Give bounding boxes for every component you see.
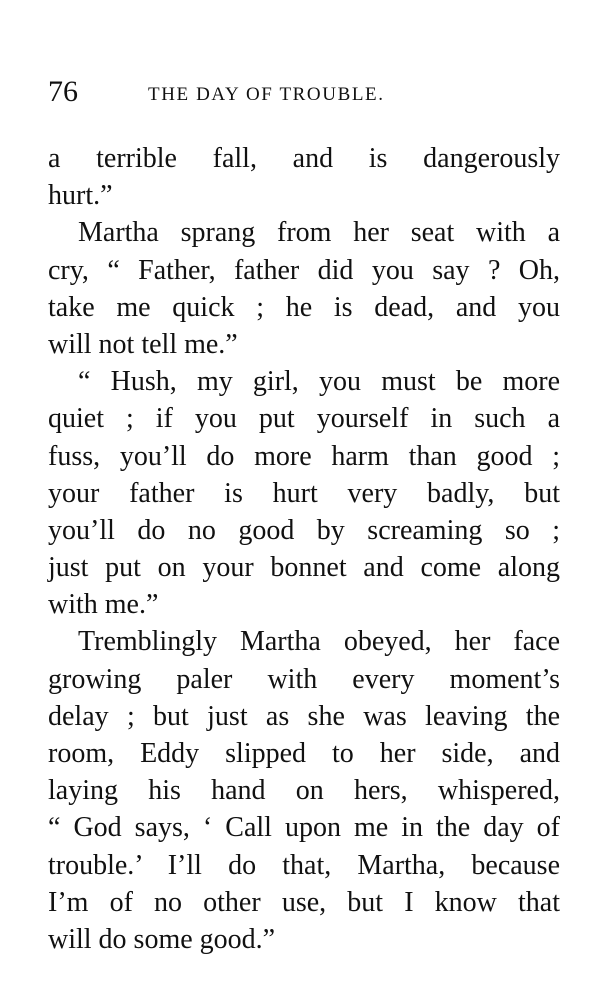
page-number: 76 bbox=[48, 75, 78, 108]
text-line: will not tell me.” bbox=[48, 328, 238, 360]
text-line: fuss, you’ll do more harm than good ; bbox=[48, 440, 560, 472]
text-line: your father is hurt very badly, but bbox=[48, 477, 560, 509]
text-line: I’m of no other use, but I know that bbox=[48, 886, 560, 918]
text-line: cry, “ Father, father did you say ? Oh, bbox=[48, 254, 560, 286]
text-line: a terrible fall, and is dangerously bbox=[48, 143, 560, 174]
text-line: growing paler with every moment’s bbox=[48, 663, 560, 695]
text-line: Tremblingly Martha obeyed, her face bbox=[78, 626, 560, 658]
text-line: take me quick ; he is dead, and you bbox=[48, 291, 560, 323]
text-line: just put on your bonnet and come along bbox=[48, 552, 560, 584]
text-line: “ God says, ‘ Call upon me in the day of bbox=[48, 812, 560, 844]
text-line: delay ; but just as she was leaving the bbox=[48, 700, 560, 732]
text-line: hurt.” bbox=[48, 180, 113, 212]
page-header bbox=[48, 72, 558, 112]
text-line: room, Eddy slipped to her side, and bbox=[48, 738, 560, 769]
text-line: with me.” bbox=[48, 589, 159, 621]
text-line: quiet ; if you put yourself in such a bbox=[48, 403, 560, 435]
text-line: will do some good.” bbox=[48, 923, 276, 955]
text-line: laying his hand on hers, whispered, bbox=[48, 775, 560, 807]
body-text bbox=[48, 140, 560, 958]
text-line: “ Hush, my girl, you must be more bbox=[78, 366, 560, 398]
text-line: trouble.’ I’ll do that, Martha, because bbox=[48, 849, 560, 881]
text-line: Martha sprang from her seat with a bbox=[78, 217, 560, 249]
text-line: you’ll do no good by screaming so ; bbox=[48, 514, 560, 546]
running-title: THE DAY OF TROUBLE. bbox=[148, 84, 385, 105]
